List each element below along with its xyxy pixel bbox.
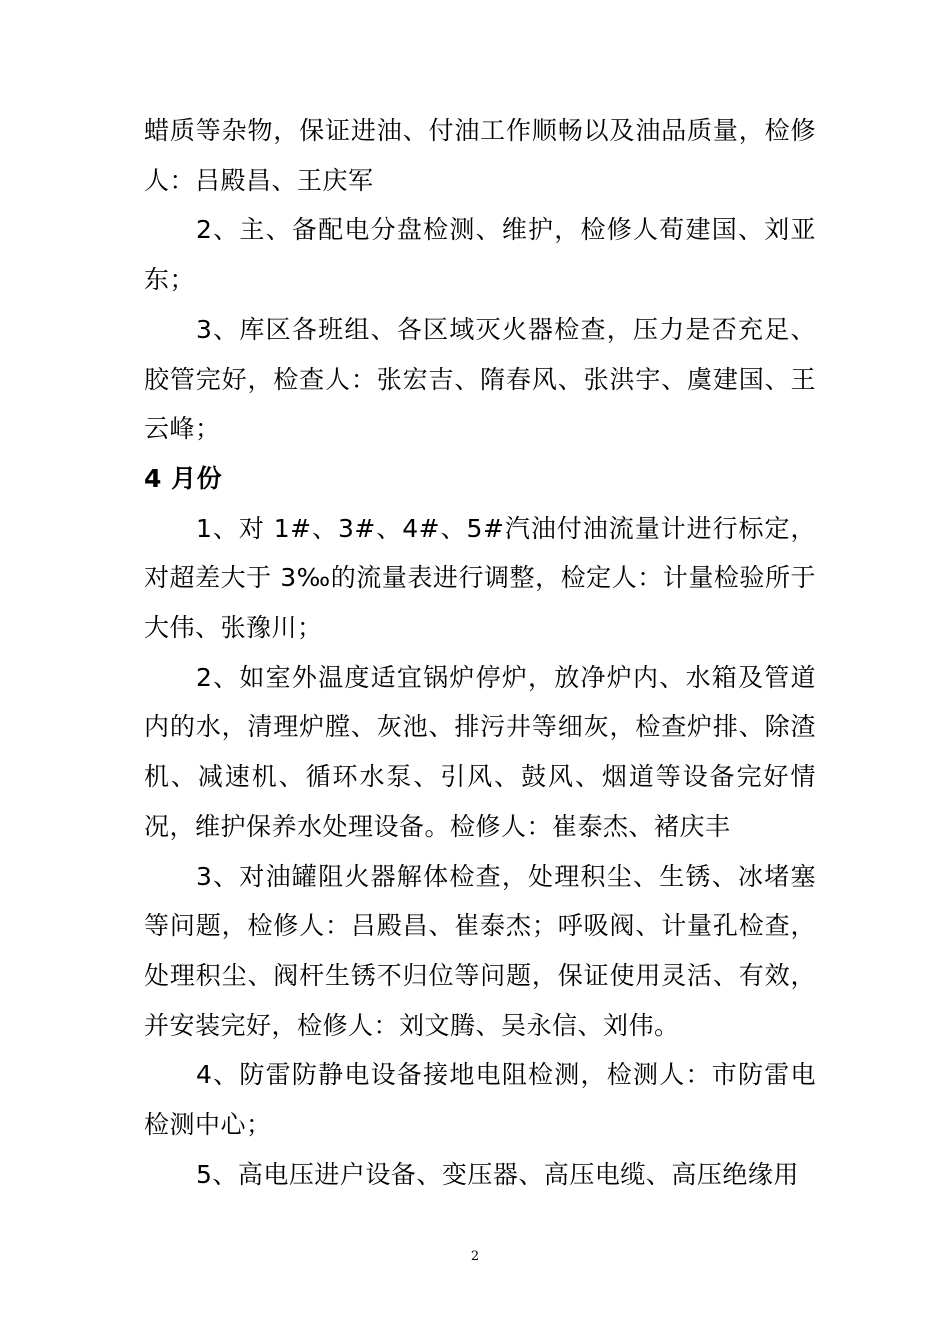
- paragraph-april-item-5: 5、高电压进户设备、变压器、高压电缆、高压绝缘用: [196, 1159, 799, 1189]
- section-heading-april: 4 月份: [144, 463, 223, 493]
- paragraph-april-item-2: 2、如室外温度适宜锅炉停炉，放净炉内、水箱及管道内的水，清理炉膛、灰池、排污井等细灰，检查炉排、除渣机、减速机、循环水泵、引风、鼓风、烟道等设备完好情况，维护保养水处理设备。检修人：崔泰杰、褚庆丰: [144, 662, 816, 841]
- page-number: 2: [470, 1249, 480, 1264]
- paragraph-april-item-4: 4、防雷防静电设备接地电阻检测，检测人：市防雷电检测中心；: [144, 1060, 816, 1140]
- paragraph-april-item-1: 1、对 1#、3#、4#、5#汽油付油流量计进行标定，对超差大于 3‰的流量表进行调整，检定人：计量检验所于大伟、张豫川；: [144, 513, 816, 643]
- paragraph-item-3: 3、库区各班组、各区域灭火器检查，压力是否充足、胶管完好，检查人：张宏吉、隋春风、张洪宇、虞建国、王云峰；: [144, 314, 816, 444]
- paragraph-continuation: 蜡质等杂物，保证进油、付油工作顺畅以及油品质量，检修人：吕殿昌、王庆军: [144, 116, 816, 195]
- document-body: [144, 106, 816, 1199]
- paragraph-item-2: 2、主、备配电分盘检测、维护，检修人荀建国、刘亚东；: [144, 215, 816, 295]
- paragraph-april-item-3: 3、对油罐阻火器解体检查，处理积尘、生锈、冰堵塞等问题，检修人：吕殿昌、崔泰杰；呼吸阀、计量孔检查，处理积尘、阀杆生锈不归位等问题，保证使用灵活、有效，并安装完好，检修人：刘文腾、吴永信、刘伟。: [144, 861, 816, 1040]
